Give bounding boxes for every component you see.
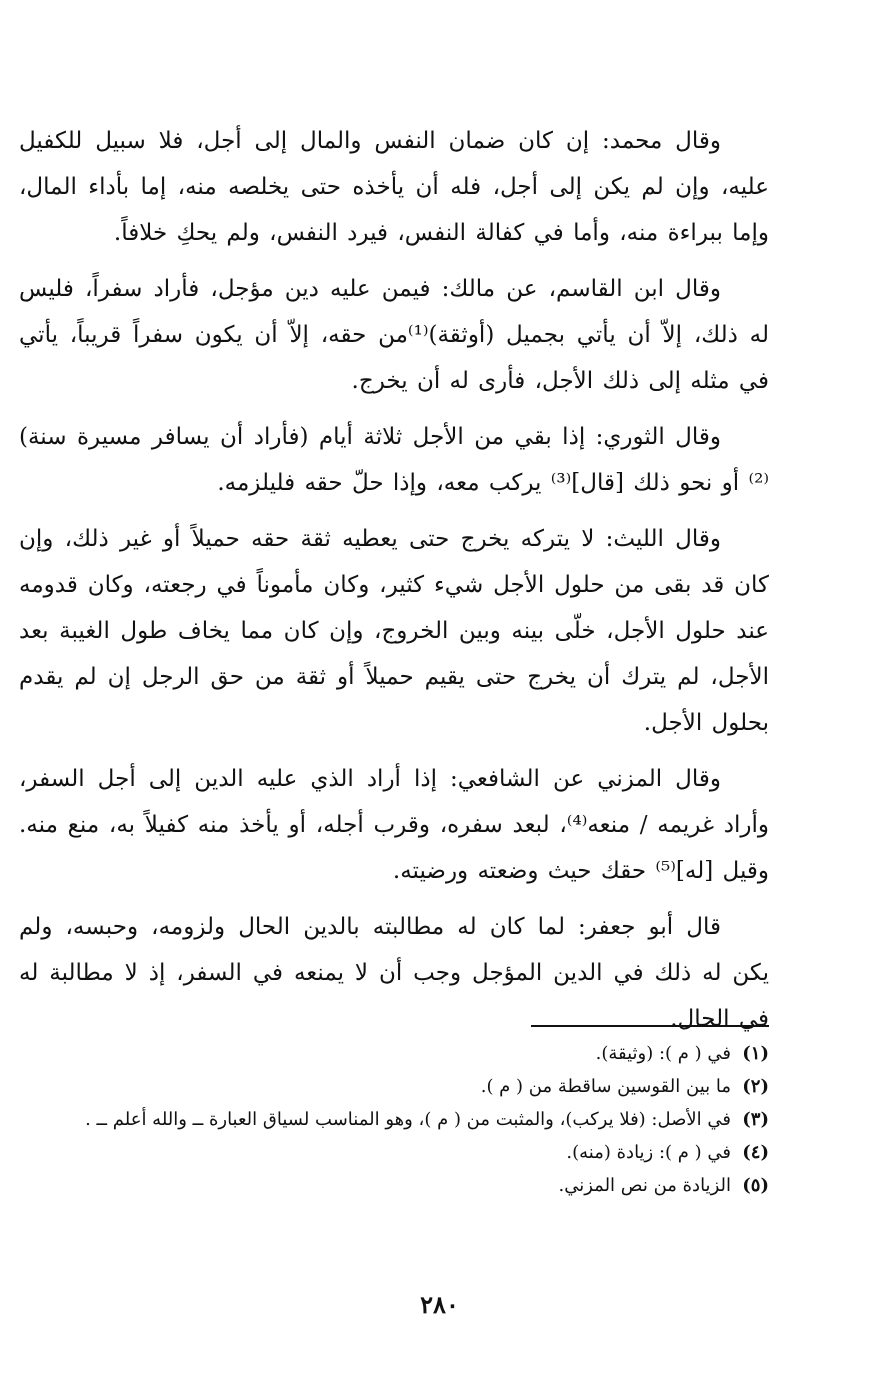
main-text	[19, 118, 769, 1052]
paragraph-al-muzani: وقال المزني عن الشافعي: إذا أراد الذي عليه الدين إلى أجل السفر، وأراد غريمه / منعه⁽⁴⁾، لبعد سفره، وقرب أجله، أو يأخذ منه كفيلاً به، منع منه. وقيل [له]⁽⁵⁾ حقك حيث وضعته ورضيته.	[19, 766, 769, 884]
footnote-number: (٣)	[742, 1109, 769, 1130]
footnote-text: في الأصل: (فلا يركب)، والمثبت من ( م )، وهو المناسب لسياق العبارة ــ والله أعلم ــ .	[85, 1109, 731, 1130]
paragraph-abu-jafar: قال أبو جعفر: لما كان له مطالبته بالدين الحال ولزومه، وحبسه، ولم يكن له ذلك في الدين المؤجل وجب أن لا يمنعه في السفر، إذ لا مطالبة له في الحال.	[19, 914, 769, 1032]
footnote-text: ما بين القوسين ساقطة من ( م ).	[480, 1076, 731, 1097]
footnote-number: (١)	[742, 1043, 769, 1064]
footnote-number: (٢)	[742, 1076, 769, 1097]
paragraph-al-thawri: وقال الثوري: إذا بقي من الأجل ثلاثة أيام (فأراد أن يسافر مسيرة سنة)⁽²⁾ أو نحو ذلك [قال]⁽³⁾ يركب معه، وإذا حلّ حقه فليلزمه.	[19, 424, 769, 496]
paragraph-al-layth: وقال الليث: لا يتركه يخرج حتى يعطيه ثقة حقه حميلاً أو غير ذلك، وإن كان قد بقى من حلول الأجل شيء كثير، وكان مأموناً في رجعته، وكان قدومه عند حلول الأجل، خلّى بينه وبين الخروج، وإن كان مما يخاف طول الغيبة بعد الأجل، لم يترك أن يخرج حتى يقيم حميلاً أو ثقة من حق الرجل إن لم يقدم بحلول الأجل.	[19, 526, 769, 736]
footnote-text: في ( م ): زيادة (منه).	[566, 1142, 731, 1163]
footnotes-list	[19, 1038, 769, 1203]
footnote-item	[19, 1137, 769, 1168]
footnote-item	[19, 1104, 769, 1135]
paragraph-muhammad: وقال محمد: إن كان ضمان النفس والمال إلى أجل، فلا سبيل للكفيل عليه، وإن لم يكن إلى أجل، فله أن يأخذه حتى يخلصه منه، إما بأداء المال، وإما ببراءة منه، وأما في كفالة النفس، فيرد النفس، ولم يحكِ خلافاً.	[19, 128, 769, 246]
footnote-number: (٤)	[742, 1142, 769, 1163]
footnote-text: في ( م ): (وثيقة).	[595, 1043, 731, 1064]
footnote-item	[19, 1038, 769, 1069]
page-number: ٢٨٠	[420, 1290, 459, 1319]
footnote-divider	[531, 1025, 769, 1027]
paragraph-ibn-al-qasim: وقال ابن القاسم، عن مالك: فيمن عليه دين مؤجل، فأراد سفراً، فليس له ذلك، إلاّ أن يأتي بجميل (أوثقة)⁽¹⁾من حقه، إلاّ أن يكون سفراً قريباً، يأتي في مثله إلى ذلك الأجل، فأرى له أن يخرج.	[19, 276, 769, 394]
footnote-item	[19, 1170, 769, 1201]
footnote-item	[19, 1071, 769, 1102]
footnote-number: (٥)	[742, 1175, 769, 1196]
footnote-text: الزيادة من نص المزني.	[558, 1175, 731, 1196]
